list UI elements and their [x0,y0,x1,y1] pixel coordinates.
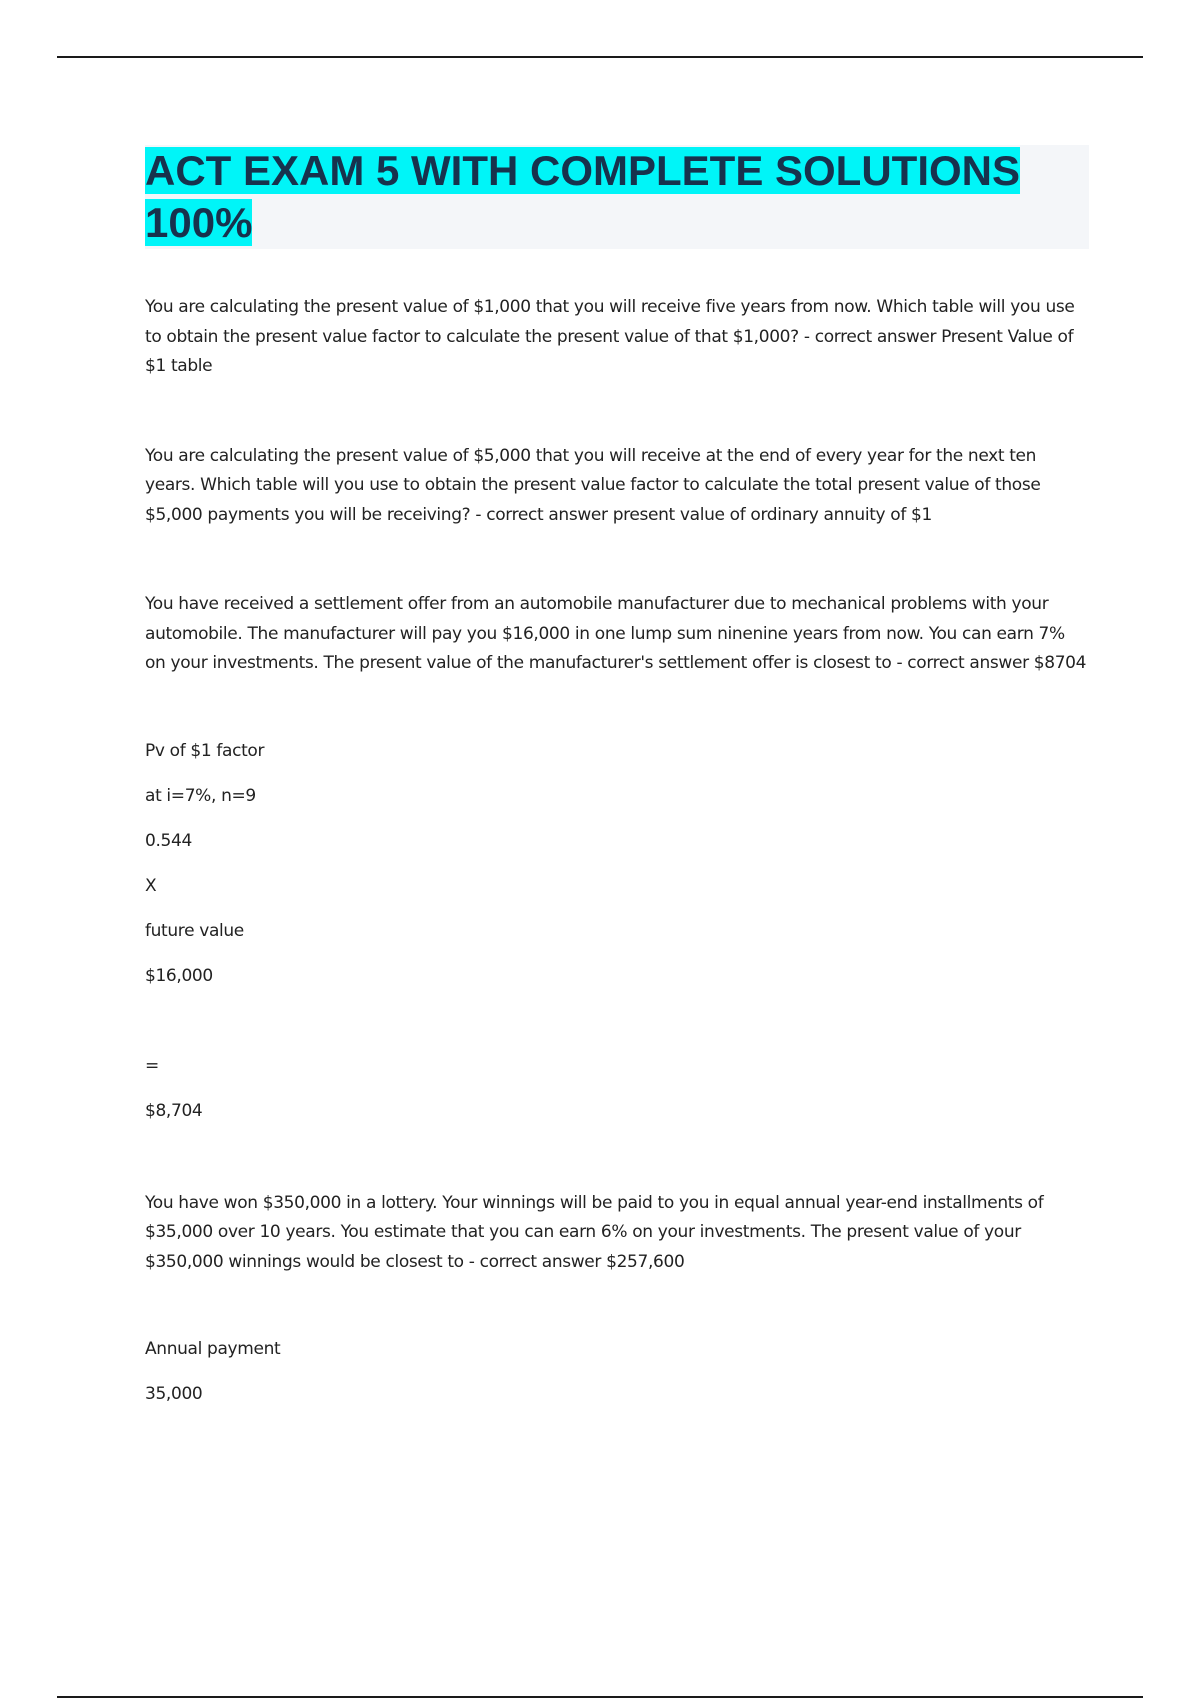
document-body [145,145,1089,1427]
question-3: You have received a settlement offer from an automobile manufacturer due to mechanical problems with your automobile. The manufacturer will pay you $16,000 in one lump sum ninenine years from now. You can earn 7% on your investments. The present value of the manufacturer's settlement offer is closest to - correct answer $8704 [145,594,1087,673]
calc-line-label: Pv of $1 factor [145,740,265,761]
question-1: You are calculating the present value of $1,000 that you will receive five years from now. Which table will you use to obtain the present value factor to calculate the present value of that $1,000? - correct answer Present Value of $1 table [145,297,1075,376]
document-title [145,145,1089,249]
header-rule [57,56,1143,58]
calc-line-fv-label: future value [145,920,244,941]
calc-line-operator: X [145,875,157,896]
question-2: You are calculating the present value of $5,000 that you will receive at the end of every year for the next ten years. Which table will you use to obtain the present value factor to calculate the total present value of those $5,000 payments you will be receiving? - correct answer present value of ordinary annuity of $1 [145,445,1041,525]
calc2-line-value: 35,000 [145,1384,203,1404]
calc2-line-label: Annual payment [145,1339,281,1359]
question-4: You have won $350,000 in a lottery. Your winnings will be paid to you in equal annual year-end installments of $35,000 over 10 years. You estimate that you can earn 6% on your investments. The present value of your $350,000 winnings would be closest to - correct answer $257,600 [145,1192,1044,1272]
calculation-2 [145,1337,1089,1427]
calc-line-result: $8,704 [145,1100,203,1121]
title-highlight: ACT EXAM 5 WITH COMPLETE SOLUTIONS 100% [145,147,1021,246]
footer-rule [57,1696,1143,1698]
calc-line-fv: $16,000 [145,965,213,986]
calc-line-equals: = [145,1055,159,1076]
calc-line-rate: at i=7%, n=9 [145,785,256,806]
calculation-1 [145,739,1089,1189]
title-block [145,145,1089,249]
calc-line-factor: 0.544 [145,830,192,851]
